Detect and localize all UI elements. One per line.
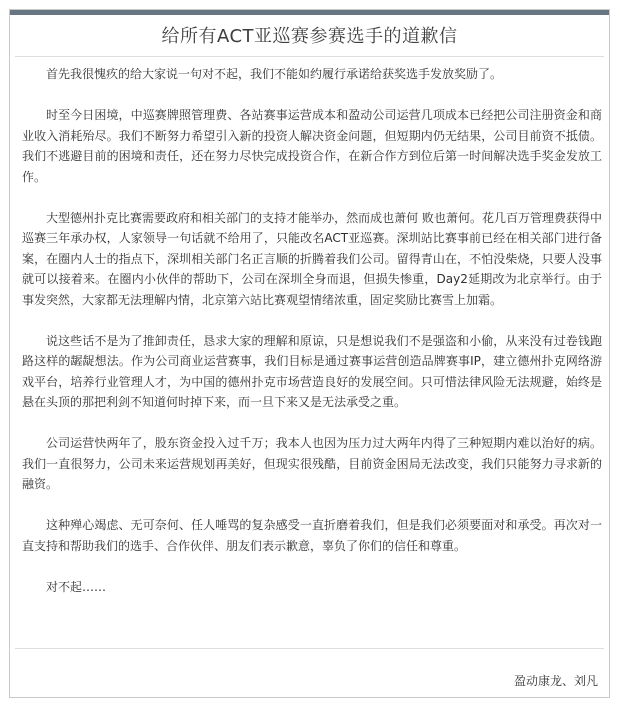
signature-divider — [15, 648, 604, 649]
paragraph-6: 这种殚心竭虑、无可奈何、任人唾骂的复杂感受一直折磨着我们，但是我们必须要面对和承受。再次对一直支持和帮助我们的选手、合作伙伴、朋友们表示歉意，辜负了你们的信任和尊重。 — [22, 518, 602, 553]
paragraph-closing: 对不起…… — [46, 579, 107, 594]
paragraph-1: 首先我很愧疚的给大家说一句对不起，我们不能如约履行承诺给获奖选手发放奖励了。 — [46, 67, 503, 81]
signature: 盈动康龙、刘凡 — [513, 674, 598, 688]
letter-body — [22, 64, 602, 618]
paragraph-4: 说这些话不是为了推卸责任，恳求大家的理解和原谅，只是想说我们不是强盗和小偷，从来没有过卷钱跑路这样的龌龊想法。作为公司商业运营赛事，我们目标是通过赛事运营创造品牌赛事IP，建立德州扑克网络游戏平台，培养行业管理人才，为中国的德州扑克市场营造良好的发展空间。只可惜法律风险无法规避，始终是悬在头顶的那把利剑不知道何时掉下来，而一旦下来又是无法承受之重。 — [22, 333, 602, 409]
title-divider — [15, 56, 604, 57]
paragraph-2: 时至今日困境，中巡赛牌照管理费、各站赛事运营成本和盈动公司运营几项成本已经把公司注册资金和商业收入消耗殆尽。我们不断努力希望引入新的投资人解决资金问题，但短期内仍无结果，公司目前资不抵债。我们不逃避目前的困境和责任，还在努力尽快完成投资合作，在新合作方到位后第一时间解决选手奖金发放工作。 — [22, 108, 602, 184]
page-title: 给所有ACT亚巡赛参赛选手的道歉信 — [161, 26, 458, 47]
paragraph-5: 公司运营快两年了，股东资金投入过千万；我本人也因为压力过大两年内得了三种短期内难以治好的病。我们一直很努力，公司未来运营规划再美好，但现实很残酷，目前资金困局无法改变，我们只能努力寻求新的融资。 — [22, 436, 602, 491]
paragraph-3: 大型德州扑克比赛需要政府和相关部门的支持才能举办，然而成也萧何 败也萧何。花几百万管理费获得中巡赛三年承办权，人家领导一句话就不给用了，只能改名ACT亚巡赛。深圳站比赛事前已经在相关部门进行备案，在圈内人士的指点下，深圳相关部门名正言顺的折腾着我们公司。留得青山在，不怕没柴烧，只要人没事就可以接着来。在圈内小伙伴的帮助下，公司在深圳全身而退，但损失惨重，Day2延期改为北京举行。由于事发突然，大家都无法理解内情，北京第六站比赛观望情绪浓重，固定奖励比赛雪上加霜。 — [22, 210, 602, 307]
